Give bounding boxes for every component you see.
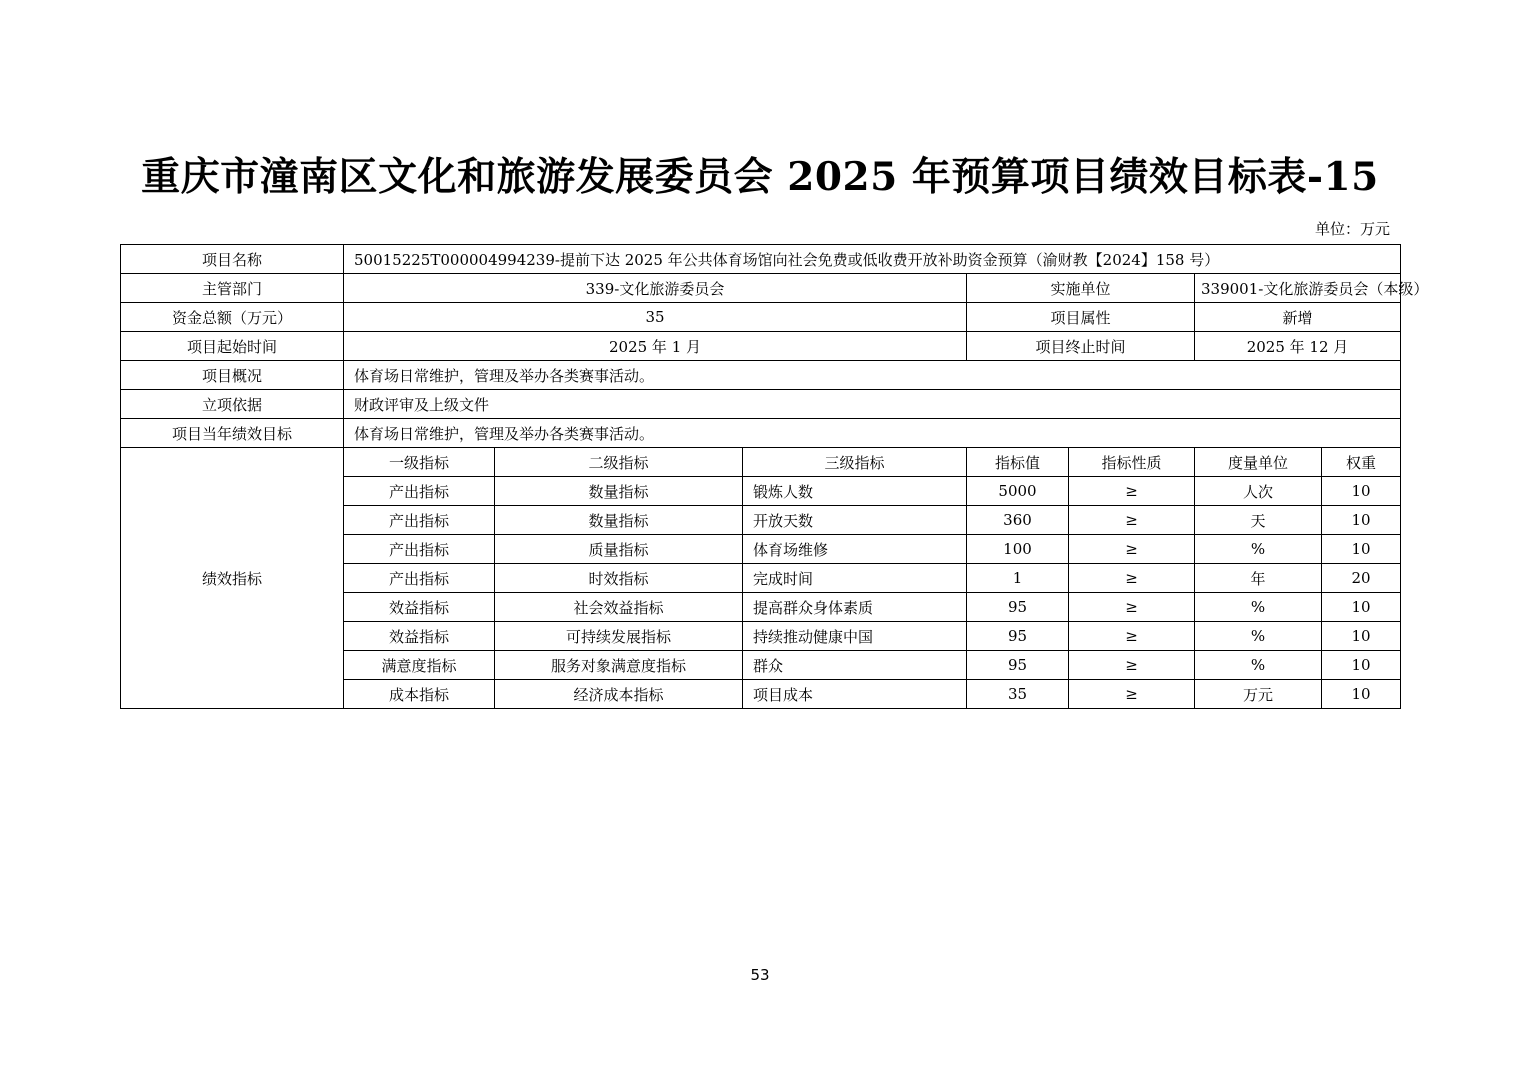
indicator-unit-cell: % <box>1195 651 1322 680</box>
indicator-level2-cell: 质量指标 <box>495 535 743 564</box>
start-value: 2025 年 1 月 <box>344 332 967 361</box>
indicator-nature-cell: ≥ <box>1069 651 1195 680</box>
indicator-nature-cell: ≥ <box>1069 477 1195 506</box>
attr-label: 项目属性 <box>967 303 1195 332</box>
indicator-unit-cell: 年 <box>1195 564 1322 593</box>
page-title: 重庆市潼南区文化和旅游发展委员会 2025 年预算项目绩效目标表-15 <box>141 154 1379 200</box>
indicator-weight-cell: 20 <box>1322 564 1401 593</box>
indicator-level2-cell: 数量指标 <box>495 477 743 506</box>
impl-unit-label: 实施单位 <box>967 274 1195 303</box>
row-goal <box>121 419 1401 448</box>
row-basis <box>121 390 1401 419</box>
indicator-weight-cell: 10 <box>1322 593 1401 622</box>
goal-label: 项目当年绩效目标 <box>121 419 344 448</box>
header-cell: 三级指标 <box>743 448 967 477</box>
indicator-level2-cell: 时效指标 <box>495 564 743 593</box>
indicator-level2-cell: 服务对象满意度指标 <box>495 651 743 680</box>
indicator-value-cell: 95 <box>967 651 1069 680</box>
indicator-level2-cell: 可持续发展指标 <box>495 622 743 651</box>
project-name-value: 50015225T000004994239-提前下达 2025 年公共体育场馆向社会免费或低收费开放补助资金预算（渝财教【2024】158 号） <box>344 245 1401 274</box>
funds-value: 35 <box>344 303 967 332</box>
row-overview <box>121 361 1401 390</box>
indicators-section-label: 绩效指标 <box>121 448 344 709</box>
indicator-weight-cell: 10 <box>1322 535 1401 564</box>
indicator-level2-cell: 经济成本指标 <box>495 680 743 709</box>
unit-label: 单位：万元 <box>1314 220 1390 238</box>
dept-value: 339-文化旅游委员会 <box>344 274 967 303</box>
header-cell: 权重 <box>1322 448 1401 477</box>
project-name-label: 项目名称 <box>121 245 344 274</box>
overview-label: 项目概况 <box>121 361 344 390</box>
end-value: 2025 年 12 月 <box>1195 332 1401 361</box>
goal-value: 体育场日常维护，管理及举办各类赛事活动。 <box>344 419 1401 448</box>
indicator-level3-cell: 群众 <box>743 651 967 680</box>
indicator-level1-cell: 产出指标 <box>344 506 495 535</box>
header-cell: 指标性质 <box>1069 448 1195 477</box>
basis-value: 财政评审及上级文件 <box>344 390 1401 419</box>
row-period <box>121 332 1401 361</box>
indicator-value-cell: 35 <box>967 680 1069 709</box>
end-label: 项目终止时间 <box>967 332 1195 361</box>
indicator-level3-cell: 完成时间 <box>743 564 967 593</box>
indicator-weight-cell: 10 <box>1322 680 1401 709</box>
indicator-level1-cell: 效益指标 <box>344 593 495 622</box>
indicator-weight-cell: 10 <box>1322 622 1401 651</box>
indicator-nature-cell: ≥ <box>1069 680 1195 709</box>
indicator-weight-cell: 10 <box>1322 651 1401 680</box>
indicator-nature-cell: ≥ <box>1069 564 1195 593</box>
header-cell: 二级指标 <box>495 448 743 477</box>
overview-value: 体育场日常维护，管理及举办各类赛事活动。 <box>344 361 1401 390</box>
indicator-unit-cell: 万元 <box>1195 680 1322 709</box>
indicator-weight-cell: 10 <box>1322 477 1401 506</box>
indicator-unit-cell: 人次 <box>1195 477 1322 506</box>
indicator-level3-cell: 项目成本 <box>743 680 967 709</box>
indicator-level3-cell: 持续推动健康中国 <box>743 622 967 651</box>
indicator-nature-cell: ≥ <box>1069 506 1195 535</box>
indicator-level2-cell: 数量指标 <box>495 506 743 535</box>
indicator-value-cell: 100 <box>967 535 1069 564</box>
indicator-unit-cell: % <box>1195 622 1322 651</box>
indicator-unit-cell: % <box>1195 535 1322 564</box>
indicator-level3-cell: 锻炼人数 <box>743 477 967 506</box>
indicator-value-cell: 95 <box>967 622 1069 651</box>
indicator-value-cell: 1 <box>967 564 1069 593</box>
header-cell: 度量单位 <box>1195 448 1322 477</box>
header-cell: 指标值 <box>967 448 1069 477</box>
start-label: 项目起始时间 <box>121 332 344 361</box>
performance-target-table <box>120 244 1429 709</box>
indicator-nature-cell: ≥ <box>1069 622 1195 651</box>
indicator-weight-cell: 10 <box>1322 506 1401 535</box>
attr-value: 新增 <box>1195 303 1401 332</box>
indicator-value-cell: 95 <box>967 593 1069 622</box>
indicator-level3-cell: 体育场维修 <box>743 535 967 564</box>
indicator-level1-cell: 满意度指标 <box>344 651 495 680</box>
indicator-nature-cell: ≥ <box>1069 593 1195 622</box>
indicator-level1-cell: 产出指标 <box>344 535 495 564</box>
indicator-unit-cell: % <box>1195 593 1322 622</box>
indicator-level1-cell: 成本指标 <box>344 680 495 709</box>
basis-label: 立项依据 <box>121 390 344 419</box>
indicator-value-cell: 5000 <box>967 477 1069 506</box>
indicator-level3-cell: 提高群众身体素质 <box>743 593 967 622</box>
indicator-unit-cell: 天 <box>1195 506 1322 535</box>
indicator-level3-cell: 开放天数 <box>743 506 967 535</box>
indicator-nature-cell: ≥ <box>1069 535 1195 564</box>
header-cell: 一级指标 <box>344 448 495 477</box>
indicator-level2-cell: 社会效益指标 <box>495 593 743 622</box>
row-funds <box>121 303 1401 332</box>
impl-unit-value: 339001-文化旅游委员会（本级） <box>1195 274 1401 303</box>
indicator-level1-cell: 效益指标 <box>344 622 495 651</box>
row-department <box>121 274 1401 303</box>
indicator-value-cell: 360 <box>967 506 1069 535</box>
page-number: 53 <box>750 966 770 984</box>
indicator-level1-cell: 产出指标 <box>344 564 495 593</box>
funds-label: 资金总额（万元） <box>121 303 344 332</box>
indicator-level1-cell: 产出指标 <box>344 477 495 506</box>
dept-label: 主管部门 <box>121 274 344 303</box>
indicator-header-row <box>121 448 1401 477</box>
row-project-name <box>121 245 1401 274</box>
